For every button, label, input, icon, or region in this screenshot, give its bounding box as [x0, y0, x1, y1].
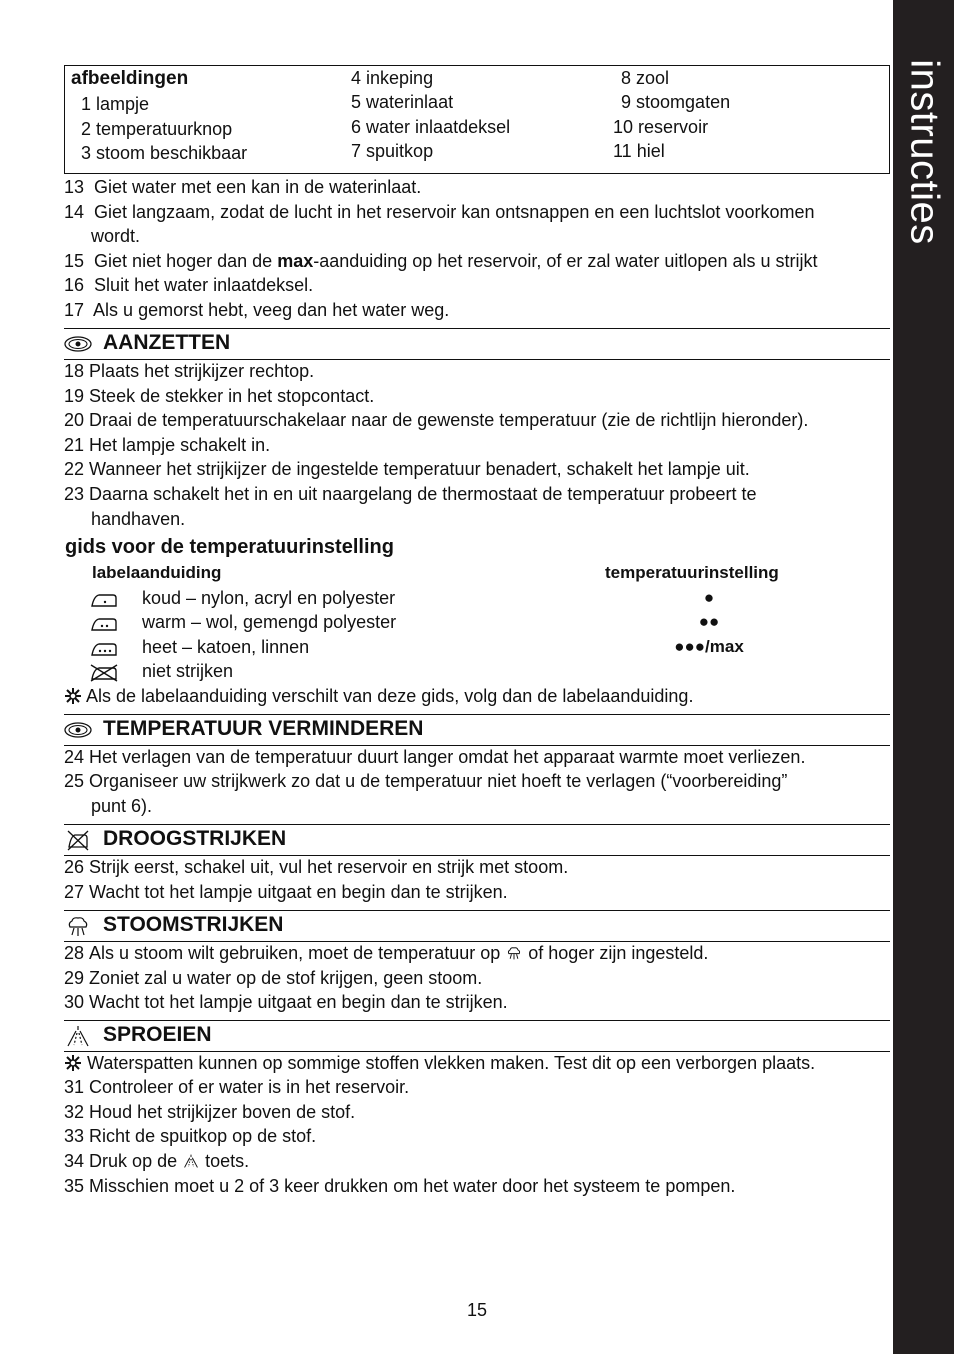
figure-item: 3 stoom beschikbaar	[81, 143, 248, 163]
step-22: 22 Wanneer het strijkijzer de ingestelde temperatuur benadert, schakelt het lampje uit.	[64, 459, 750, 479]
figure-item: 6 water inlaatdeksel	[351, 117, 511, 137]
guide-note: Als de labelaanduiding verschilt van deze gids, volg dan de labelaanduiding.	[64, 686, 693, 707]
guide-row-text: warm – wol, gemengd polyester	[142, 612, 397, 632]
step-25-cont: punt 6).	[91, 796, 153, 816]
section-title: STOOMSTRIJKEN	[103, 913, 284, 936]
step-28: 28 Als u stoom wilt gebruiken, moet de temperatuur op of hoger zijn ingesteld.	[64, 943, 709, 963]
page-number: 15	[466, 1300, 488, 1320]
section-title: AANZETTEN	[103, 331, 231, 354]
step-24: 24 Het verlagen van de temperatuur duurt langer omdat het apparaat warmte moet verliezen.	[64, 747, 806, 767]
section-title: SPROEIEN	[103, 1023, 212, 1046]
figure-item: 8 zool	[621, 68, 670, 88]
step-17: 17 Als u gemorst hebt, veeg dan het water weg.	[64, 300, 450, 320]
step-18: 18 Plaats het strijkijzer rechtop.	[64, 361, 315, 381]
step-33: 33 Richt de spuitkop op de stof.	[64, 1126, 317, 1146]
guide-row-setting: ●●	[698, 612, 720, 631]
iron-crossed-icon	[89, 664, 119, 682]
guide-col-label: labelaanduiding	[92, 563, 222, 582]
step-31: 31 Controleer of er water is in het reservoir.	[64, 1077, 410, 1097]
spray-icon	[64, 1025, 92, 1047]
guide-col-setting: temperatuurinstelling	[605, 563, 779, 582]
sidebar-label: instructies	[902, 59, 947, 245]
section-title: TEMPERATUUR VERMINDEREN	[103, 717, 424, 740]
guide-row-text: heet – katoen, linnen	[142, 637, 310, 657]
step-19: 19 Steek de stekker in het stopcontact.	[64, 386, 375, 406]
dry-iron-icon	[64, 829, 92, 851]
step-34: 34 Druk op de toets.	[64, 1151, 250, 1171]
step-23-cont: handhaven.	[91, 509, 186, 529]
eye-icon	[64, 333, 92, 355]
eye-icon	[64, 719, 92, 741]
figure-item: 7 spuitkop	[351, 141, 434, 161]
section-header-spraying	[64, 1020, 890, 1052]
figure-item: 10 reservoir	[613, 117, 709, 137]
figure-item: 11 hiel	[613, 141, 665, 161]
guide-row-text: niet strijken	[142, 661, 234, 681]
step-16: 16 Sluit het water inlaatdeksel.	[64, 275, 314, 295]
step-26: 26 Strijk eerst, schakel uit, vul het reservoir en strijk met stoom.	[64, 857, 569, 877]
spraying-note: Waterspatten kunnen op sommige stoffen vlekken maken. Test dit op een verborgen plaats.	[64, 1053, 815, 1074]
guide-row-setting: ●	[703, 588, 715, 607]
step-32: 32 Houd het strijkijzer boven de stof.	[64, 1102, 356, 1122]
section-header-switch-on	[64, 328, 890, 360]
iron-three-dots-icon	[89, 640, 119, 658]
figure-item: 1 lampje	[81, 94, 150, 114]
step-14-cont: wordt.	[91, 226, 141, 246]
spray-icon	[182, 1152, 200, 1170]
section-title: DROOGSTRIJKEN	[103, 827, 287, 850]
step-35: 35 Misschien moet u 2 of 3 keer drukken om het water door het systeem te pompen.	[64, 1176, 736, 1196]
figure-item: 5 waterinlaat	[351, 92, 454, 112]
figures-box	[64, 65, 890, 174]
warning-star-icon	[64, 1054, 82, 1072]
step-23: 23 Daarna schakelt het in en uit naargelang de thermostaat de temperatuur probeert te	[64, 484, 757, 504]
steam-icon	[64, 915, 92, 937]
figure-item: 4 inkeping	[351, 68, 434, 88]
section-header-reduce-temp	[64, 714, 890, 746]
step-25: 25 Organiseer uw strijkwerk zo dat u de temperatuur niet hoeft te verlagen (“voorbereiding”	[64, 771, 788, 791]
step-14: 14 Giet langzaam, zodat de lucht in het reservoir kan ontsnappen en een luchtslot voorkomen	[64, 202, 815, 222]
iron-two-dots-icon	[89, 615, 119, 633]
step-27: 27 Wacht tot het lampje uitgaat en begin dan te strijken.	[64, 882, 508, 902]
step-13: 13 Giet water met een kan in de waterinlaat.	[64, 177, 422, 197]
warning-star-icon	[64, 687, 82, 705]
figures-title: afbeeldingen	[71, 68, 189, 89]
section-header-dry-ironing	[64, 824, 890, 856]
guide-row-setting: ●●●/max	[674, 637, 744, 656]
figure-item: 9 stoomgaten	[621, 92, 731, 112]
step-20: 20 Draai de temperatuurschakelaar naar de gewenste temperatuur (zie de richtlijn hieronder).	[64, 410, 809, 430]
figure-item: 2 temperatuurknop	[81, 119, 233, 139]
step-29: 29 Zoniet zal u water op de stof krijgen, geen stoom.	[64, 968, 483, 988]
section-header-steam-ironing	[64, 910, 890, 942]
guide-row-text: koud – nylon, acryl en polyester	[142, 588, 396, 608]
step-21: 21 Het lampje schakelt in.	[64, 435, 271, 455]
steam-icon	[505, 944, 523, 962]
iron-one-dot-icon	[89, 591, 119, 609]
step-30: 30 Wacht tot het lampje uitgaat en begin dan te strijken.	[64, 992, 508, 1012]
step-15: 15 Giet niet hoger dan de max-aanduiding op het reservoir, of er zal water uitlopen als u strijkt	[64, 251, 818, 271]
guide-title: gids voor de temperatuurinstelling	[65, 536, 394, 558]
